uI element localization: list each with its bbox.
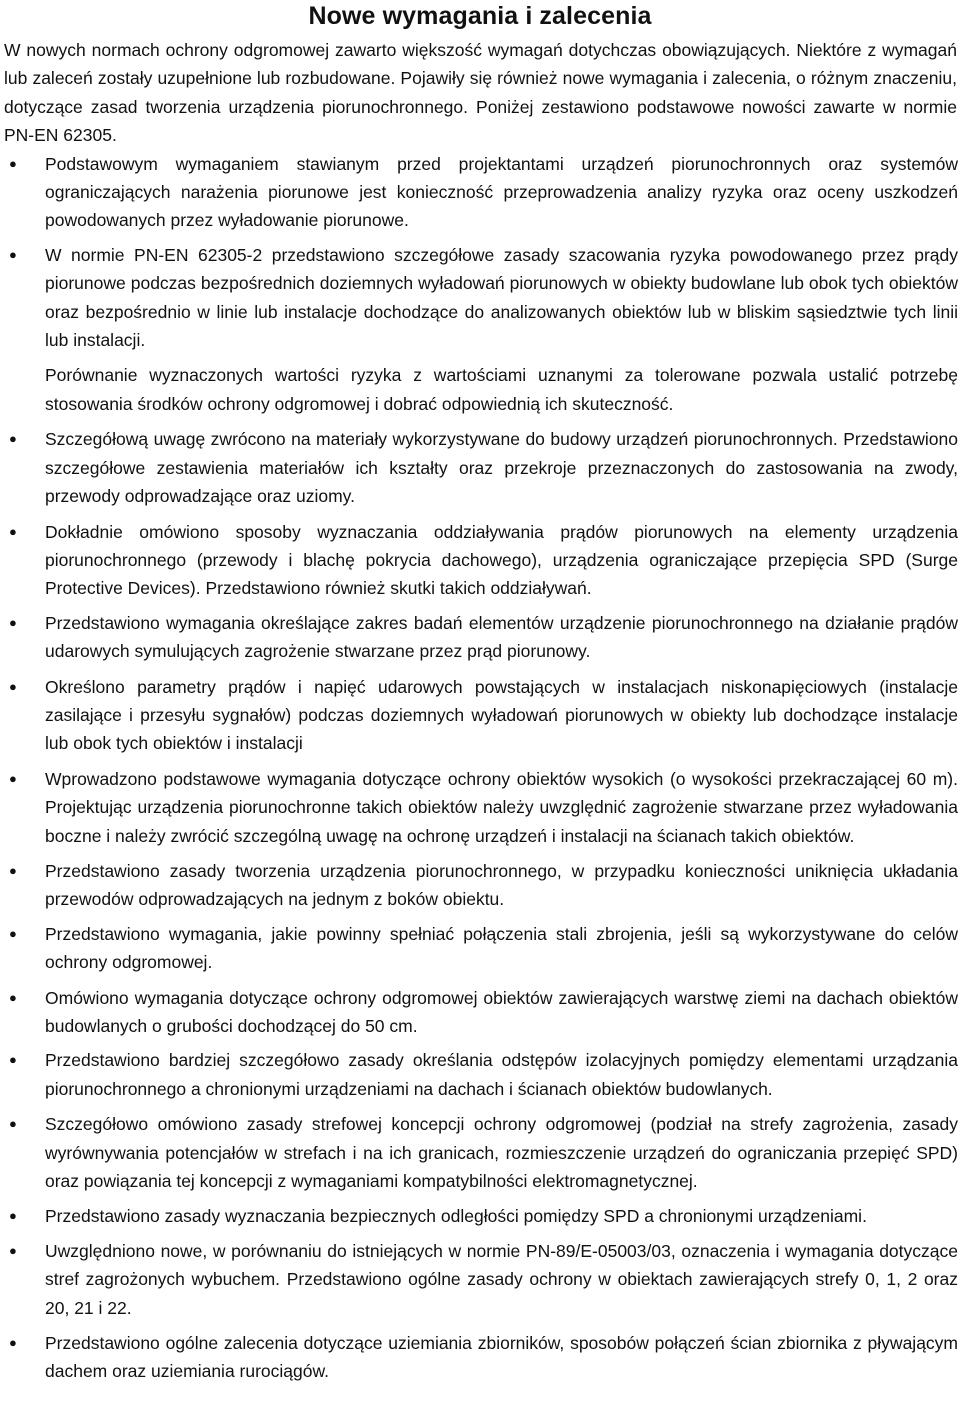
bullet-icon: ●	[9, 678, 17, 694]
list-item	[0, 857, 960, 914]
bullet-icon: ●	[9, 523, 17, 539]
bullet-icon: ●	[9, 1052, 17, 1068]
list-item-text: Przedstawiono wymagania określające zakres badań elementów urządzenie piorunochronnego na działanie prądów udarowych symulujących zagrożenie stwarzane przez prąd piorunowy.	[45, 612, 958, 662]
requirements-list	[0, 150, 960, 1386]
intro-paragraph: W nowych normach ochrony odgromowej zawarto większość wymagań dotychczas obowiązujących. Niektóre z wymagań lub zaleceń zostały uzupełnione lub rozbudowane. Pojawiły się również nowe wymagania i zalecenia, o różnym znaczeniu, dotyczące zasad tworzenia urządzenia piorunochronnego. Poniżej zestawiono podstawowe nowości zawarte w normie PN-EN 62305.	[4, 40, 957, 146]
bullet-icon: ●	[9, 431, 17, 447]
bullet-icon: ●	[9, 246, 17, 262]
list-item-text: Przedstawiono ogólne zalecenia dotyczące uziemiania zbiorników, sposobów połączeń ścian zbiornika z pływającym dachem oraz uziemiania rurociągów.	[45, 1333, 958, 1382]
list-item	[0, 1237, 960, 1322]
list-item-text: Określono parametry prądów i napięć udarowych powstających w instalacjach niskonapięciowych (instalacje zasilające i przesyłu sygnałów) podczas doziemnych wyładowań piorunowych w obiekty lub dochodzące instalacje lub obok tych obiektów i instalacji	[45, 676, 958, 754]
bullet-icon: ●	[9, 1335, 17, 1351]
list-item	[0, 241, 960, 355]
bullet-icon: ●	[9, 862, 17, 878]
bullet-icon: ●	[9, 1116, 17, 1132]
list-item-text: Szczegółowo omówiono zasady strefowej koncepcji ochrony odgromowej (podział na strefy zagrożenia, zasady wyrównywania potencjałów w strefach i na ich granicach, rozmieszczenie urządzeń do ograniczania przepięć SPD) oraz powiązania tej koncepcji z wymaganiami kompatybilności elektromagnetycznej.	[45, 1114, 958, 1192]
list-item	[0, 609, 960, 666]
list-item	[0, 518, 960, 603]
list-item-text: Przedstawiono bardziej szczegółowo zasady określania odstępów izolacyjnych pomiędzy elementami urządzania piorunochronnego a chronionymi urządzeniami na dachach i ścianach obiektów budowlanych.	[45, 1050, 958, 1099]
list-item-text: Dokładnie omówiono sposoby wyznaczania oddziaływania prądów piorunowych na elementy urządzenia piorunochronnego (przewody i blachę pokrycia dachowego), urządzenia ograniczające przepięcia SPD (Surge Protective Devices). Przedstawiono również skutki takich oddziaływań.	[45, 521, 958, 599]
list-item	[0, 920, 960, 977]
list-item	[0, 1046, 960, 1103]
list-item-text: Szczegółową uwagę zwrócono na materiały wykorzystywane do budowy urządzeń piorunochronnych. Przedstawiono szczegółowe zestawienia materiałów ich kształty oraz przekroje przeznaczonych do zastosowania na zwody, przewody odprowadzające oraz uziomy.	[45, 429, 958, 507]
bullet-icon: ●	[9, 989, 17, 1005]
list-item-text: W normie PN-EN 62305-2 przedstawiono szczegółowe zasady szacowania ryzyka powodowanego przez prądy piorunowe podczas bezpośrednich doziemnych wyładowań piorunowych w obiekty budowlane lub obok tych obiektów oraz bezpośrednio w linie lub instalacje dochodzące do analizowanych obiektów lub w bliskim sąsiedztwie tych linii lub instalacji.	[45, 244, 958, 351]
bullet-icon: ●	[9, 614, 17, 630]
page-title: Nowe wymagania i zalecenia	[308, 2, 652, 30]
list-item	[0, 150, 960, 235]
list-item-text: Podstawowym wymaganiem stawianym przed projektantami urządzeń piorunochronnych oraz systemów ograniczających narażenia piorunowe jest konieczność przeprowadzenia analizy ryzyka oraz oceny uszkodzeń powodowanych przez wyładowanie piorunowe.	[45, 153, 958, 231]
bullet-icon: ●	[9, 770, 17, 786]
list-item	[0, 1202, 960, 1230]
list-item-text: Wprowadzono podstawowe wymagania dotyczące ochrony obiektów wysokich (o wysokości przekraczającej 60 m). Projektując urządzenia piorunochronne takich obiektów należy uwzględnić zagrożenie stwarzane przez wyładowania boczne i należy zwrócić szczególną uwagę na ochronę urządzeń i instalacji na ścianach takich obiektów.	[45, 768, 958, 846]
list-item-text: Przedstawiono zasady wyznaczania bezpiecznych odległości pomiędzy SPD a chronionymi urządzeniami.	[45, 1206, 867, 1227]
list-item	[0, 425, 960, 510]
list-item-text: Przedstawiono zasady tworzenia urządzenia piorunochronnego, w przypadku konieczności uniknięcia układania przewodów odprowadzających na jednym z boków obiektu.	[45, 860, 958, 910]
list-item-text: Przedstawiono wymagania, jakie powinny spełniać połączenia stali zbrojenia, jeśli są wykorzystywane do celów ochrony odgromowej.	[45, 923, 958, 973]
list-item	[0, 1329, 960, 1386]
list-item	[0, 1110, 960, 1195]
bullet-icon: ●	[9, 925, 17, 941]
list-item-continuation: Porównanie wyznaczonych wartości ryzyka z wartościami uznanymi za tolerowane pozwala ustalić potrzebę stosowania środków ochrony odgromowej i dobrać odpowiednią ich skuteczność.	[45, 365, 958, 414]
bullet-icon: ●	[9, 155, 17, 171]
list-item-text: Omówiono wymagania dotyczące ochrony odgromowej obiektów zawierających warstwę ziemi na dachach obiektów budowlanych o grubości dochodzącej do 50 cm.	[45, 987, 958, 1036]
bullet-icon: ●	[9, 1242, 17, 1258]
list-item-text: Uwzględniono nowe, w porównaniu do istniejących w normie PN-89/E-05003/03, oznaczenia i wymagania dotyczące stref zagrożonych wybuchem. Przedstawiono ogólne zasady ochrony w obiektach zawierających strefy 0, 1, 2 oraz 20, 21 i 22.	[45, 1240, 958, 1318]
list-item	[0, 673, 960, 758]
list-item	[0, 765, 960, 850]
bullet-icon: ●	[9, 1208, 17, 1224]
list-item	[0, 984, 960, 1041]
